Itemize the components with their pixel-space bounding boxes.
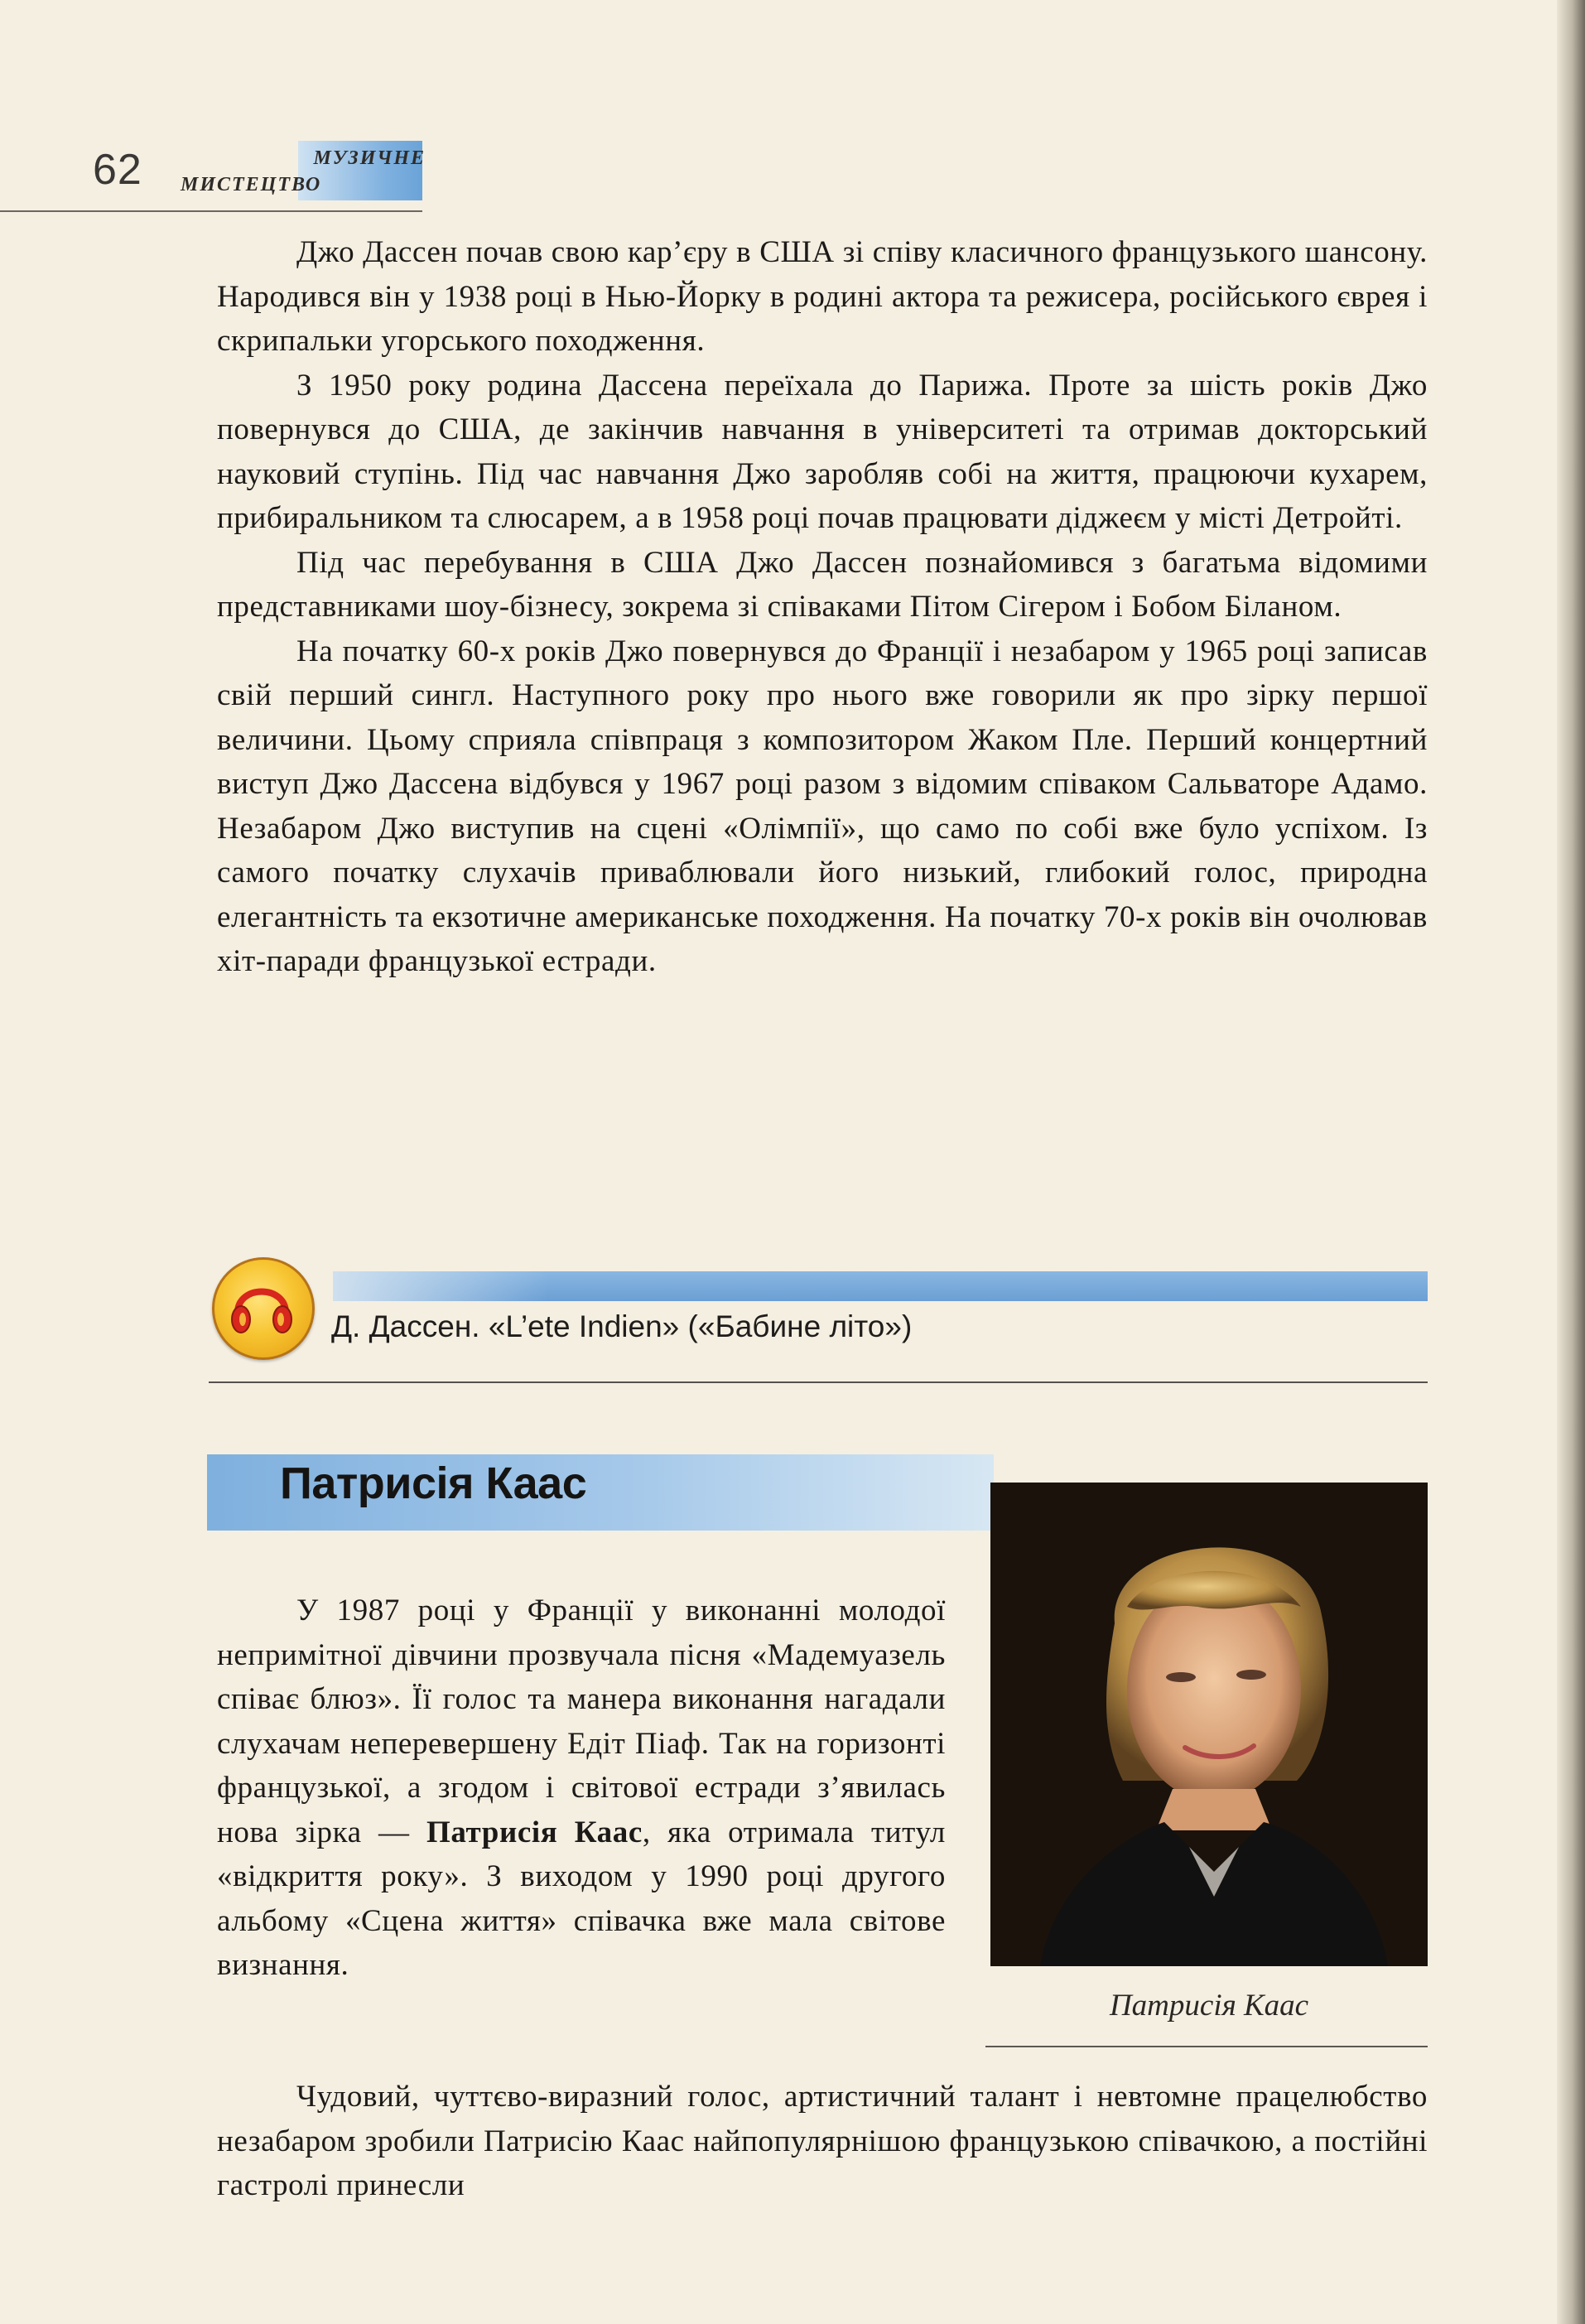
header-section-line-1: МУЗИЧНЕ	[313, 147, 426, 169]
header-rule	[0, 210, 422, 212]
body-text-kaas	[217, 1589, 946, 1988]
paragraph-kaas-before: У 1987 році у Франції у виконанні молодої непримітної дівчини прозвучала пісня «Мадемуазель співає блюз». Її голос та манера виконання нагадали слухачам неперевершену Едіт Піаф. Так на горизонті французької, а згодом і світової естради з’явилась нова зірка —	[217, 1594, 946, 1849]
listening-bar-fade	[333, 1271, 548, 1301]
section-title: Патрисія Каас	[280, 1459, 587, 1508]
paragraph: Чудовий, чуттєво-виразний голос, артистичний талант і невтомне працелюбство незабаром зробили Патрисію Каас найпопулярнішою французькою співачкою, а постійні гастролі принесли	[217, 2080, 1428, 2202]
photo-caption-rule	[985, 2046, 1428, 2047]
body-text-final	[217, 2075, 1428, 2208]
page-number: 62	[93, 146, 142, 194]
header-section-line-2: МИСТЕЦТВО	[181, 174, 322, 195]
paragraph: З 1950 року родина Дассена переїхала до Парижа. Проте за шість років Джо повернувся до США, де закінчив навчання в університеті та отримав докторський науковий ступінь. Під час навчання Джо заробляв собі на життя, працюючи кухарем, прибиральником та слюсарем, а в 1958 році почав працювати діджеєм у місті Детройті.	[217, 368, 1428, 535]
paragraph: На початку 60-х років Джо повернувся до Франції і незабаром у 1965 році записав свій перший сингл. Наступного року про нього вже говорили як про зірку першої величини. Цьому сприяла співпраця з композитором Жаком Пле. Перший концертний виступ Джо Дассена відбувся у 1967 році разом з відомим співаком Сальваторе Адамо. Незабаром Джо виступив на сцені «Олімпії», що само по собі вже було успіхом. Із самого початку слухачів приваблювали його низький, глибокий голос, природна елегантність та екзотичне американське походження. На початку 70-х років він очолював хіт-паради французької естради.	[217, 634, 1428, 978]
photo-caption: Патрисія Каас	[1109, 1989, 1309, 2023]
listening-rule	[209, 1381, 1428, 1383]
section-header	[181, 141, 426, 200]
headphones-icon	[212, 1257, 315, 1360]
body-text-dassen	[217, 230, 1428, 984]
paragraph-kaas	[217, 1589, 946, 1988]
paragraph: Під час перебування в США Джо Дассен познайомився з багатьма відомими представниками шоу-бізнесу, зокрема зі співаками Пітом Сігером і Бобом Біланом.	[217, 545, 1428, 624]
listening-caption: Д. Дассен. «L’ete Indien» («Бабине літо»)	[331, 1309, 913, 1343]
paragraph-kaas-after: , яка отримала титул «відкриття року». З виходом у 1990 році другого альбому «Сцена життя» співачка вже мала світове визнання.	[217, 1815, 946, 1982]
paragraph: Джо Дассен почав свою кар’єру в США зі співу класичного французького шансону. Народився він у 1938 році в Нью-Йорку в родині актора та режисера, російського єврея і скрипальки угорського походження.	[217, 235, 1428, 358]
portrait-photo	[990, 1483, 1428, 1966]
artist-name-bold: Патрисія Каас	[426, 1815, 643, 1849]
page-edge-shadow	[1557, 0, 1585, 2324]
